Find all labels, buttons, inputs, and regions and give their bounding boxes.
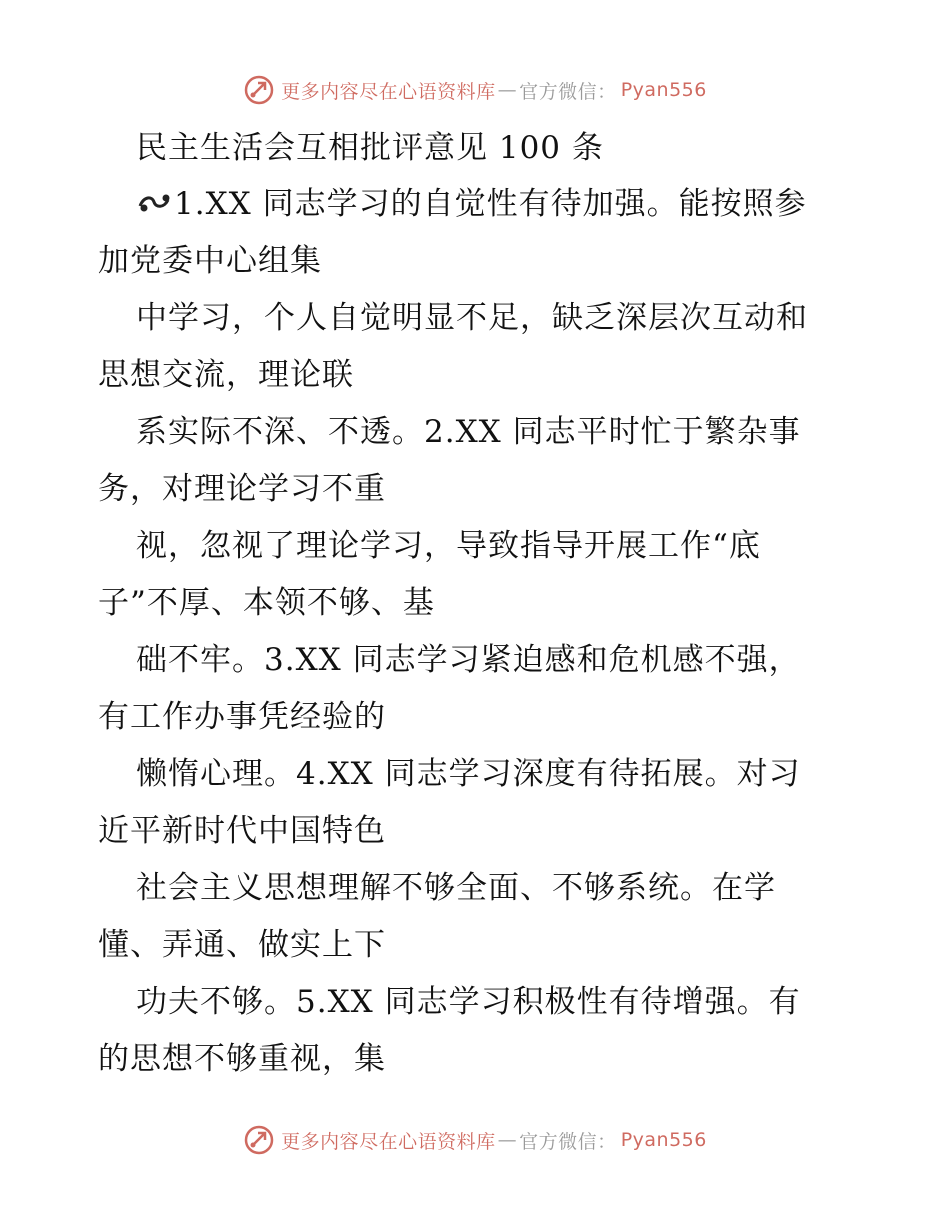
watermark-dash: — [497, 1129, 518, 1151]
document-line: 的思想不够重视，集 [98, 1041, 386, 1077]
watermark-dash: — [497, 79, 518, 101]
watermark-site-text: 更多内容尽在心语资料库 [281, 80, 496, 103]
footer-watermark [0, 1122, 950, 1158]
header-watermark [0, 72, 950, 108]
watermark-site-text: 更多内容尽在心语资料库 [281, 1130, 496, 1153]
document-line [98, 176, 858, 233]
document-line: 懂、弄通、做实上下 [98, 927, 386, 963]
document-line: 社会主义思想理解不够全面、不够系统。在学 [136, 870, 776, 906]
document-line: 础不牢。3.XX 同志学习紧迫感和危机感不强， [136, 642, 801, 678]
document-line: 中学习，个人自觉明显不足，缺乏深层次互动和 [136, 300, 808, 336]
document-line: 加党委中心组集 [98, 243, 322, 279]
document-line: 子”不厚、本领不够、基 [98, 585, 435, 621]
document-line: 功夫不够。5.XX 同志学习积极性有待增强。有 [136, 984, 801, 1020]
watermark-wechat-label: 官方微信： [519, 1130, 617, 1153]
watermark-wechat-id: Pyan556 [620, 1129, 707, 1151]
document-line: 有工作办事凭经验的 [98, 699, 386, 735]
document-line: 系实际不深、不透。2.XX 同志平时忙于繁杂事 [136, 414, 801, 450]
document-line: 近平新时代中国特色 [98, 813, 386, 849]
line-text: 1.XX 同志学习的自觉性有待加强。能按照参 [174, 186, 807, 222]
document-title: 民主生活会互相批评意见 100 条 [136, 130, 604, 166]
watermark-wechat-id: Pyan556 [620, 79, 707, 101]
document-body [98, 120, 858, 1088]
document-line: 视，忽视了理论学习，导致指导开展工作“底 [136, 528, 761, 564]
brand-logo-icon [243, 74, 275, 106]
document-line: 务，对理论学习不重 [98, 471, 386, 507]
document-line: 思想交流，理论联 [98, 357, 354, 393]
brand-logo-icon [243, 1124, 275, 1156]
document-line: 懒惰心理。4.XX 同志学习深度有待拓展。对习 [136, 756, 801, 792]
ornament-bullet-icon [136, 188, 174, 216]
watermark-wechat-label: 官方微信： [519, 80, 617, 103]
